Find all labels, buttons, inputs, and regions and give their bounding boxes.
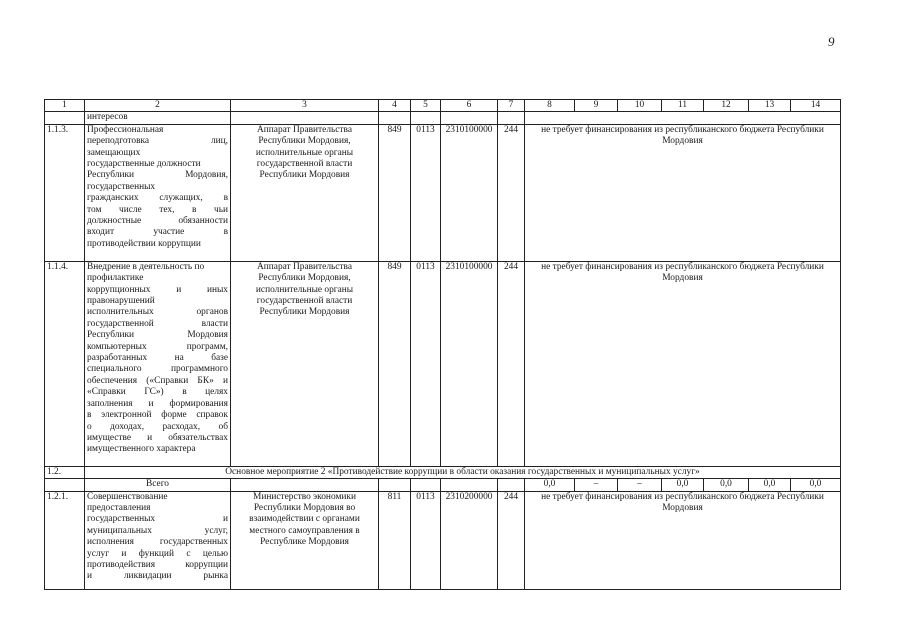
code-grbs: 811	[379, 491, 411, 589]
code-vr: 244	[498, 261, 525, 466]
section-number: 1.2.	[45, 466, 85, 478]
code-rzpr: 0113	[411, 491, 441, 589]
table-row	[45, 261, 841, 466]
row-number: 1.1.3.	[45, 124, 85, 261]
total-value: 0,0	[791, 479, 841, 491]
measure-name: Совершенствование предоставления государственных и муниципальных услуг, исполнения государственных услуг и функций с целью противодействия коррупции и ликвидации рынка	[85, 491, 231, 589]
total-value: –	[575, 479, 618, 491]
code-vr: 244	[498, 124, 525, 261]
finance-note: не требует финансирования из республиканского бюджета Республики Мордовия	[525, 491, 841, 589]
total-value: 0,0	[704, 479, 749, 491]
header-cell: 8	[525, 100, 575, 112]
code-rzpr: 0113	[411, 261, 441, 466]
executor: Аппарат Правительства Республики Мордовия, исполнительные органы государственной власти Республики Мордовия	[231, 124, 379, 261]
header-cell: 10	[618, 100, 662, 112]
code-csr: 2310100000	[441, 124, 498, 261]
table-row	[45, 491, 841, 589]
header-cell: 12	[704, 100, 749, 112]
measures-table	[44, 99, 841, 590]
header-cell: 14	[791, 100, 841, 112]
executor: Аппарат Правительства Республики Мордовия, исполнительные органы государственной власти Республики Мордовия	[231, 261, 379, 466]
total-value: –	[618, 479, 662, 491]
header-row	[45, 100, 841, 112]
finance-note: не требует финансирования из республиканского бюджета Республики Мордовия	[525, 124, 841, 261]
measure-name: Внедрение в деятельность по профилактике коррупционных и иных правонарушений исполнительных органов государственной власти Республики Мордовия компьютерных программ, разработанных на базе специального программного обеспечения («Справки БК» и «Справки ГС») в целях заполнения и формирования в электронной форме справок о доходах, расходах, об имуществе и обязательствах имущественного характера	[85, 261, 231, 466]
page-number: 9	[828, 34, 835, 49]
header-cell: 4	[379, 100, 411, 112]
section-title: Основное мероприятие 2 «Противодействие коррупции в области оказания государственных и муниципальных услуг»	[85, 466, 841, 478]
header-cell: 7	[498, 100, 525, 112]
row-number: 1.2.1.	[45, 491, 85, 589]
header-cell: 3	[231, 100, 379, 112]
code-grbs: 849	[379, 124, 411, 261]
table-row	[45, 124, 841, 261]
code-csr: 2310200000	[441, 491, 498, 589]
code-rzpr: 0113	[411, 124, 441, 261]
header-cell: 1	[45, 100, 85, 112]
header-cell: 5	[411, 100, 441, 112]
header-cell: 6	[441, 100, 498, 112]
continuation-text: интересов	[85, 112, 231, 124]
header-cell: 2	[85, 100, 231, 112]
total-value: 0,0	[525, 479, 575, 491]
total-value: 0,0	[749, 479, 791, 491]
total-row	[45, 479, 841, 491]
code-csr: 2310100000	[441, 261, 498, 466]
finance-note: не требует финансирования из республиканского бюджета Республики Мордовия	[525, 261, 841, 466]
header-cell: 9	[575, 100, 618, 112]
header-cell: 11	[662, 100, 704, 112]
measure-name: Профессиональная переподготовка лиц, замещающих государственные должности Республики Мордовия, государственных гражданских служащих, в том числе тех, в чьи должностные обязанности входит участие в противодействии коррупции	[85, 124, 231, 261]
total-label: Всего	[85, 479, 231, 491]
code-vr: 244	[498, 491, 525, 589]
code-grbs: 849	[379, 261, 411, 466]
total-value: 0,0	[662, 479, 704, 491]
executor: Министерство экономики Республики Мордовия во взаимодействии с органами местного самоуправления в Республике Мордовия	[231, 491, 379, 589]
continuation-row	[45, 112, 841, 124]
section-row	[45, 466, 841, 478]
header-cell: 13	[749, 100, 791, 112]
row-number: 1.1.4.	[45, 261, 85, 466]
